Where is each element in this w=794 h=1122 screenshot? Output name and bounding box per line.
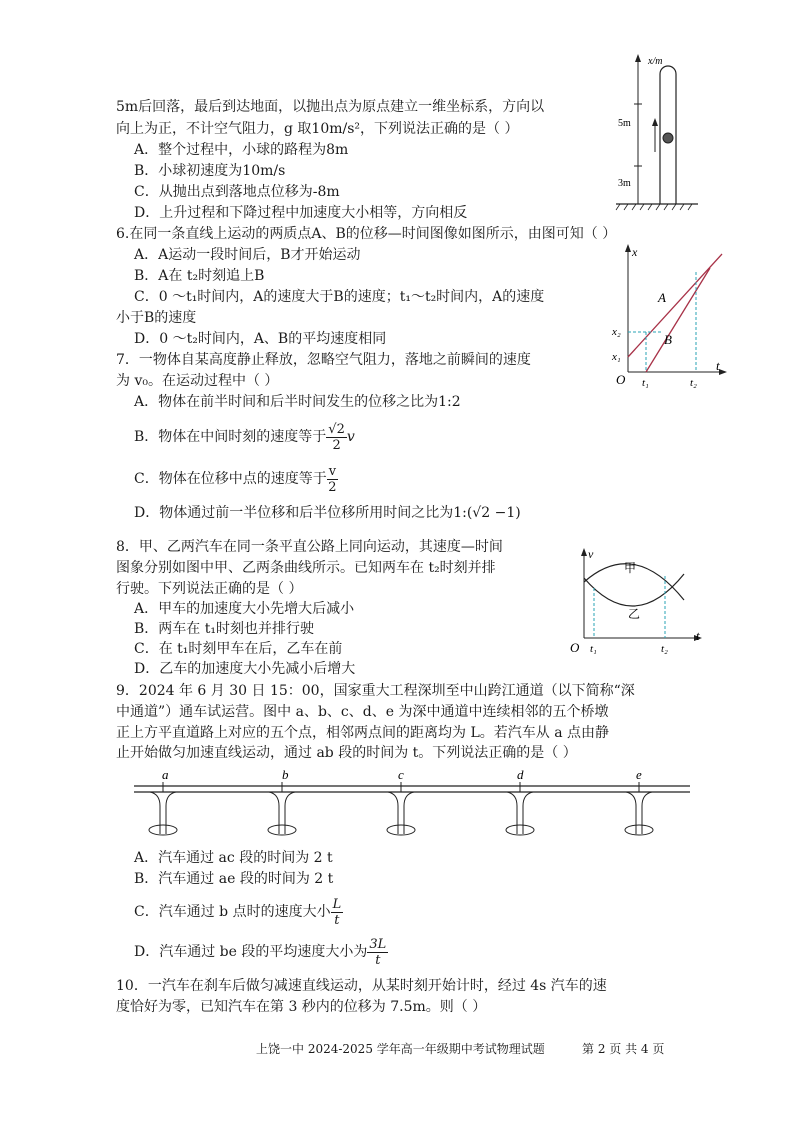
q8-t1: t₁ [590,643,597,655]
footer-title: 上饶一中 2024-2025 学年高一年级期中考试物理试题 [256,1042,545,1056]
q9-point-e: e [636,767,642,782]
q7-option-b: B．物体在中间时刻的速度等于 $\frac{√2}{2}$ v [134,421,355,453]
q6-t1: t₁ [642,377,649,389]
q6-t2: t₂ [690,377,697,389]
q8-option-a: A．甲车的加速度大小先增大后减小 [134,601,355,617]
q9-option-c [134,895,343,929]
q5-stem-line1: 5m后回落，最后到达地面，以抛出点为原点建立一维坐标系，方向以 [116,99,545,115]
q9-option-a: A．汽车通过 ac 段的时间为 2 t [134,850,333,866]
q5-figure [614,54,704,214]
q7-stem-line1: 7．一物体自某高度静止释放，忽略空气阻力，落地之前瞬间的速度 [116,352,531,368]
q6-origin: O [616,372,626,387]
q9-option-d-text: D．汽车通过 be 段的平均速度大小为 [134,944,368,960]
q9-point-b: b [282,767,289,782]
q9-stem-line2: 中通道”）通车试运营。图中 a、b、c、d、e 为深中通道中连续相邻的五个桥墩 [116,704,609,720]
q5-stem-line2: 向上为正，不计空气阻力，g 取10m/s²，下列说法正确的是（ ） [116,121,519,137]
q10-stem-line2: 度恰好为零，已知汽车在第 3 秒内的位移为 7.5m。则（ ） [116,999,487,1015]
q7-stem-line2: 为 v₀。在运动过程中（ ） [116,373,279,389]
q5-option-c: C．从抛出点到落地点位移为-8m [134,184,340,200]
q6-option-b: B．A在 t₂时刻追上B [134,268,265,284]
q6-option-c-line2: 小于B的速度 [116,310,197,326]
q8-label-jia: 甲 [624,561,637,575]
q6-option-c-line1: C．0 ～t₁时间内，A的速度大于B的速度；t₁～t₂时间内，A的速度 [134,289,545,305]
q5-upper-label: 5m [618,118,631,129]
q6-graph [610,240,730,390]
q9-bridge-figure [132,764,692,844]
q8-option-c: C．在 t₁时刻甲车在后，乙车在前 [134,641,343,657]
q7-option-c [134,462,338,496]
q5-lower-label: 3m [618,178,631,189]
q8-stem-line2: 图象分别如图中甲、乙两条曲线所示。已知两车在 t₂时刻并排 [116,560,496,576]
q9-stem-line1: 9．2024 年 6 月 30 日 15：00，国家重大工程深圳至中山跨江通道（以下简称“深 [116,683,635,699]
q8-stem-line1: 8．甲、乙两汽车在同一条平直公路上同向运动，其速度—时间 [116,539,503,555]
footer-page-number: 第 2 页 共 4 页 [582,1042,665,1056]
q9-option-d [134,935,388,969]
q9-point-d: d [517,767,524,782]
q5-option-a: A．整个过程中，小球的路程为8m [134,142,349,158]
q8-stem-line3: 行驶。下列说法正确的是（ ） [116,581,303,597]
q8-xlabel: t [696,628,700,643]
q8-t2: t₂ [661,643,668,655]
q6-label-b: B [664,332,672,347]
q6-xlabel: t [716,358,720,373]
q6-x1: x₁ [612,351,621,363]
q7-option-a: A．物体在前半时间和后半时间发生的位移之比为1:2 [134,394,461,410]
q10-stem-line1: 10．一汽车在刹车后做匀减速直线运动，从某时刻开始计时，经过 4s 汽车的速 [116,978,607,994]
q9-option-d-fraction: $\frac{3L}{t}$ [369,936,387,968]
q7-option-b-fraction: $\frac{√2}{2}$ [328,421,345,453]
q8-option-b: B．两车在 t₁时刻也并排行驶 [134,621,314,637]
q6-x2: x₂ [612,326,621,338]
q6-label-a: A [658,290,666,305]
q7-option-d: D．物体通过前一半位移和后半位移所用时间之比为1:(√2 −1) [134,505,521,521]
q8-graph [568,544,708,659]
q6-ylabel: x [632,245,638,259]
q9-stem-line4: 止开始做匀加速直线运动，通过 ab 段的时间为 t。下列说法正确的是（ ） [116,745,577,761]
q6-option-d: D．0 ～t₂时间内，A、B的平均速度相同 [134,331,387,347]
q7-option-c-fraction: $\frac{v}{2}$ [328,463,337,495]
q8-label-yi: 乙 [628,607,641,621]
q8-option-d: D．乙车的加速度大小先减小后增大 [134,661,356,677]
q7-option-c-text: C．物体在位移中点的速度等于 [134,471,327,487]
q6-option-a: A．A运动一段时间后，B才开始运动 [134,247,361,263]
q5-option-d: D．上升过程和下降过程中加速度大小相等，方向相反 [134,205,468,221]
q9-point-c: c [398,767,404,782]
q5-axis-label: x/m [648,56,663,67]
q8-origin: O [570,640,580,655]
q8-ylabel: v [588,547,594,561]
q7-option-b-text: B．物体在中间时刻的速度等于 [134,429,327,445]
q9-point-a: a [162,767,169,782]
q9-option-b: B．汽车通过 ae 段的时间为 2 t [134,871,334,887]
q9-stem-line3: 正上方平直道路上对应的五个点，相邻两点间的距离均为 L。若汽车从 a 点由静 [116,725,609,741]
q9-option-c-fraction: $\frac{L}{t}$ [332,896,342,928]
q9-option-c-text: C．汽车通过 b 点时的速度大小 [134,904,331,920]
q5-option-b: B．小球初速度为10m/s [134,163,286,179]
q6-stem: 6.在同一条直线上运动的两质点A、B的位移—时间图像如图所示，由图可知（ ） [116,226,617,242]
